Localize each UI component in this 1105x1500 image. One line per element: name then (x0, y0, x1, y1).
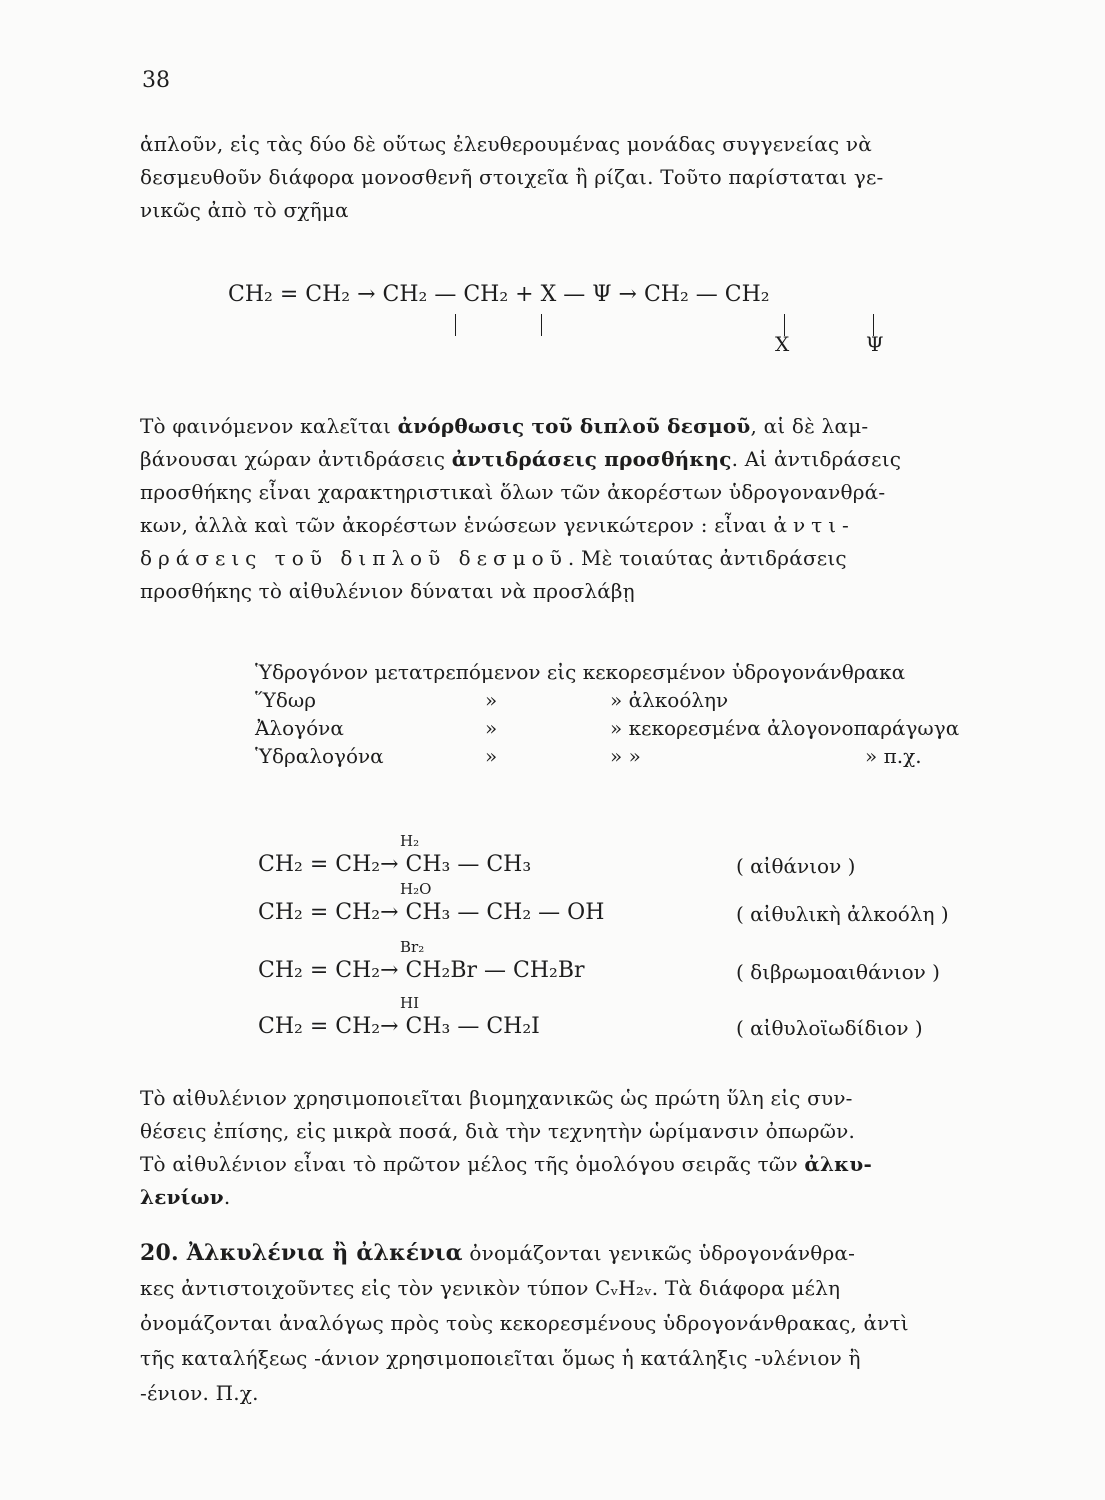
spaced-term: δράσεις τοῦ διπλοῦ δεσμοῦ (140, 546, 568, 570)
text-line (140, 509, 1020, 542)
text-span: βάνουσαι χώραν ἀντιδράσεις (140, 447, 452, 471)
text-line (140, 410, 1020, 443)
bold-term: ἀλκυ- (804, 1152, 872, 1176)
section-number: 20. (140, 1240, 187, 1266)
text-span: . Αἱ ἀντιδράσεις (731, 447, 902, 471)
reaction-equation: CH₂ = CH₂→ CH₃ — CH₂ — OH (258, 900, 605, 925)
text-line: δεσμευθοῦν διάφορα μονοσθενῆ στοιχεῖα ἢ ρίζαι. Τοῦτο παρίσταται γε- (140, 165, 884, 189)
text-line: κες ἀντιστοιχοῦντες εἰς τὸν γενικὸν τύπον CᵥH₂ᵥ. Τὰ διάφορα μέλη (140, 1276, 841, 1300)
addition-list (255, 660, 1035, 772)
list-item (255, 688, 1035, 716)
text-line: προσθήκης εἶναι χαρακτηριστικαὶ ὅλων τῶν ἀκορέστων ὑδρογονανθρά- (140, 480, 886, 504)
reaction-equation: CH₂ = CH₂→ CH₃ — CH₂I (258, 1014, 540, 1039)
spaced-term: ἀντι- (773, 513, 855, 537)
bond-line (541, 314, 542, 336)
definition-paragraph (140, 410, 1020, 608)
text-span: ὀνομάζονται γενικῶς ὑδρογονάνθρα- (462, 1241, 856, 1265)
bold-term: ἀντιδράσεις προσθήκης (451, 447, 732, 471)
product-name: ( διβρωμοαιθάνιον ) (736, 960, 940, 984)
uses-paragraph (140, 1082, 1020, 1214)
list-item (255, 660, 1035, 688)
list-product: » κεκορεσμένα ἀλογονοπαράγωγα (610, 716, 960, 740)
text-line: Τὸ αἰθυλένιον χρησιμοποιεῖται βιομηχανικῶς ὡς πρώτη ὕλη εἰς συν- (140, 1086, 853, 1110)
bold-term: ἀνόρθωσις τοῦ διπλοῦ δεσμοῦ (397, 414, 751, 438)
substituent-x: X (775, 332, 790, 356)
text-line (140, 542, 1020, 575)
scheme-equation: CH₂ = CH₂ → CH₂ — CH₂ + X — Ψ → CH₂ — CH₂ (228, 282, 770, 307)
reagent-label: HI (400, 994, 420, 1012)
reaction-equation: CH₂ = CH₂→ CH₂Br — CH₂Br (258, 958, 585, 983)
text-line: θέσεις ἐπίσης, εἰς μικρὰ ποσά, διὰ τὴν τεχνητὴν ὡρίμανσιν ὀπωρῶν. (140, 1119, 856, 1143)
text-line: ὀνομάζονται ἀναλόγως πρὸς τοὺς κεκορεσμένους ὑδρογονάνθρακας, ἀντὶ (140, 1311, 909, 1335)
text-span: Τὸ φαινόμενον καλεῖται (140, 414, 398, 438)
text-line: νικῶς ἀπὸ τὸ σχῆμα (140, 198, 349, 222)
addition-scheme (228, 272, 948, 382)
text-line: -ένιον. Π.χ. (140, 1381, 259, 1405)
list-product: » π.χ. (865, 744, 922, 768)
ditto-mark: » (485, 744, 498, 768)
reagent-label: H₂ (400, 832, 420, 850)
list-item (255, 716, 1035, 744)
text-line (140, 1236, 1020, 1271)
text-line: τῆς καταλήξεως -άνιον χρησιμοποιεῖται ὅμως ἡ κατάληξις -υλένιον ἢ (140, 1346, 861, 1370)
bold-term: λενίων (140, 1185, 224, 1209)
ditto-mark: » (485, 688, 498, 712)
list-product: » ἀλκοόλην (610, 688, 729, 712)
ditto-mark: » (485, 716, 498, 740)
list-text: Ὑδρογόνον μετατρεπόμενον εἰς κεκορεσμένον ὑδρογονάνθρακα (255, 660, 906, 684)
text-line: προσθήκης τὸ αἰθυλένιον δύναται νὰ προσλάβῃ (140, 579, 635, 603)
text-line (140, 443, 1020, 476)
list-reagent: Ὑδραλογόνα (255, 744, 384, 768)
reagent-label: H₂O (400, 880, 432, 898)
text-line: ἁπλοῦν, εἰς τὰς δύο δὲ οὕτως ἐλευθερουμένας μονάδας συγγενείας νὰ (140, 132, 872, 156)
product-name: ( αἰθυλικὴ ἀλκοόλη ) (736, 902, 949, 926)
intro-paragraph (140, 128, 1020, 227)
product-name: ( αἰθάνιον ) (736, 854, 856, 878)
text-span: , αἱ δὲ λαμ- (750, 414, 869, 438)
text-line (140, 1181, 1020, 1214)
substituent-psi: Ψ (866, 332, 884, 356)
list-product: » » (610, 744, 641, 768)
text-span: . Μὲ τοιαύτας ἀντιδράσεις (567, 546, 847, 570)
text-span: Τὸ αἰθυλένιον εἶναι τὸ πρῶτον μέλος τῆς ὁμολόγου σειρᾶς τῶν (140, 1152, 805, 1176)
product-name: ( αἰθυλοϊωδίδιον ) (736, 1016, 923, 1040)
list-item (255, 744, 1035, 772)
list-reagent: Ἀλογόνα (255, 716, 344, 740)
page-number: 38 (142, 68, 170, 93)
text-line (140, 1148, 1020, 1181)
bond-line (455, 314, 456, 336)
list-reagent: Ὕδωρ (255, 688, 316, 712)
alkenes-paragraph (140, 1236, 1020, 1411)
bold-term: Ἀλκυλένια ἢ ἀλκένια (186, 1240, 463, 1266)
reagent-label: Br₂ (400, 938, 425, 956)
text-span: . (223, 1185, 231, 1209)
reaction-equation: CH₂ = CH₂→ CH₃ — CH₃ (258, 852, 532, 877)
text-span: κων, ἀλλὰ καὶ τῶν ἀκορέστων ἑνώσεων γενικώτερον : εἶναι (140, 513, 774, 537)
